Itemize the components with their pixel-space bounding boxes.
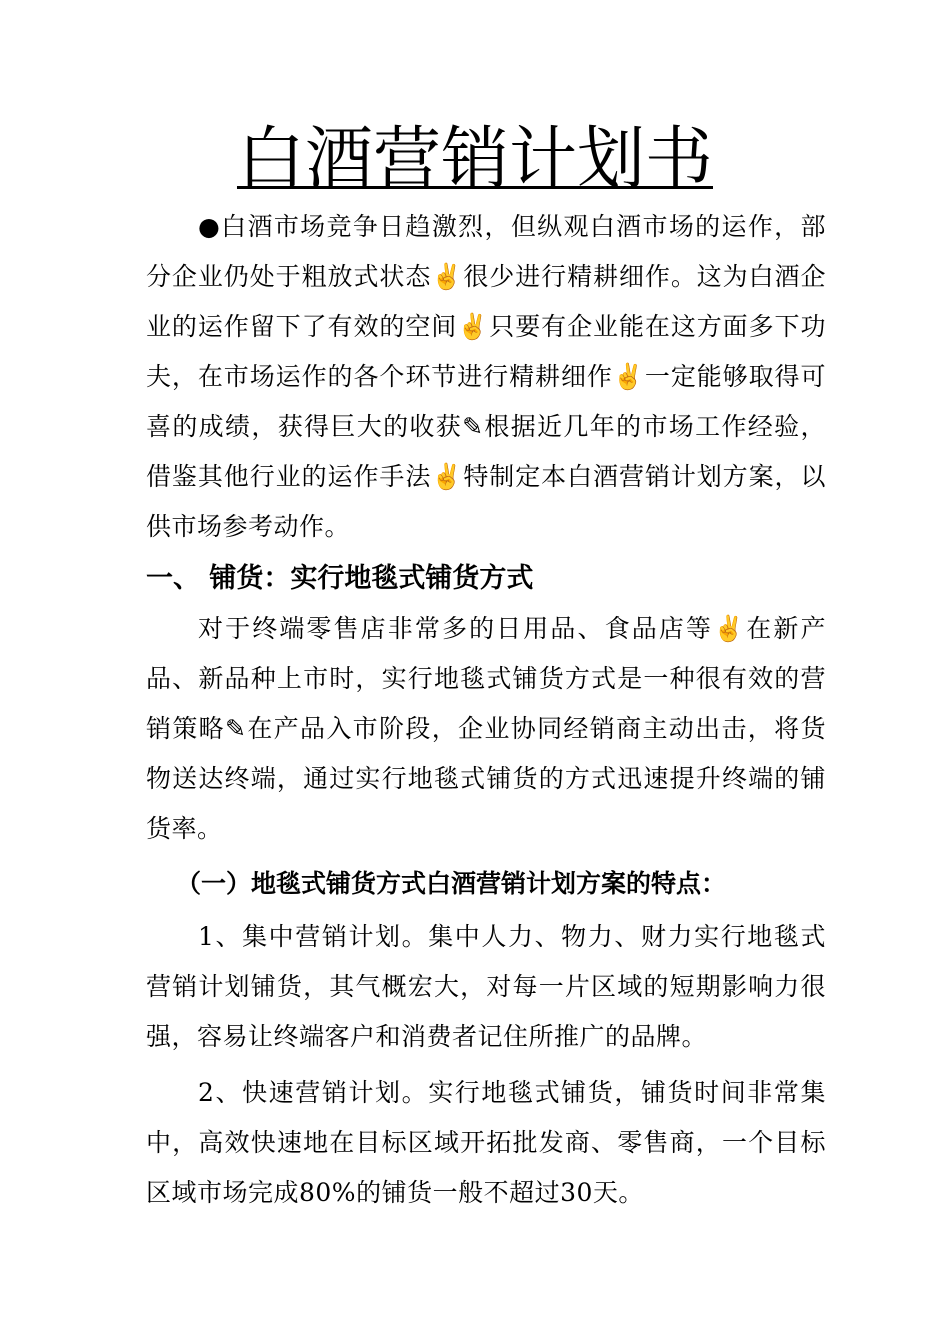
document-title-text: 白酒营销计划书 — [236, 120, 713, 199]
subsection-heading-1: （一）地毯式铺货方式白酒营销计划方案的特点： — [176, 869, 727, 898]
section-heading-1: 一、 铺货：实行地毯式铺货方式 — [146, 563, 534, 594]
document-title — [0, 118, 950, 202]
list-item-1: 1、集中营销计划。集中人力、物力、财力实行地毯式营销计划铺货，其气概宏大，对每一片区域的短期影响力很强，容易让终端客户和消费者记住所推广的品牌。 — [146, 922, 826, 1051]
intro-paragraph: ●白酒市场竞争日趋激烈，但纵观白酒市场的运作，部分企业仍处于粗放式状态✌很少进行精耕细作。这为白酒企业的运作留下了有效的空间✌只要有企业能在这方面多下功夫，在市场运作的各个环节进行精耕细作✌一定能够取得可喜的成绩，获得巨大的收获✎根据近几年的市场工作经验，借鉴其他行业的运作手法✌特制定本白酒营销计划方案，以供市场参考动作。 — [146, 212, 826, 541]
list-item-2: 2、快速营销计划。实行地毯式铺货，铺货时间非常集中，高效快速地在目标区域开拓批发商、零售商，一个目标区域市场完成80%的铺货一般不超过30天。 — [146, 1078, 826, 1207]
document-body — [146, 202, 826, 1218]
section-1-paragraph: 对于终端零售店非常多的日用品、食品店等✌在新产品、新品种上市时，实行地毯式铺货方式是一种很有效的营销策略✎在产品入市阶段，企业协同经销商主动出击，将货物送达终端，通过实行地毯式铺货的方式迅速提升终端的铺货率。 — [146, 614, 826, 843]
